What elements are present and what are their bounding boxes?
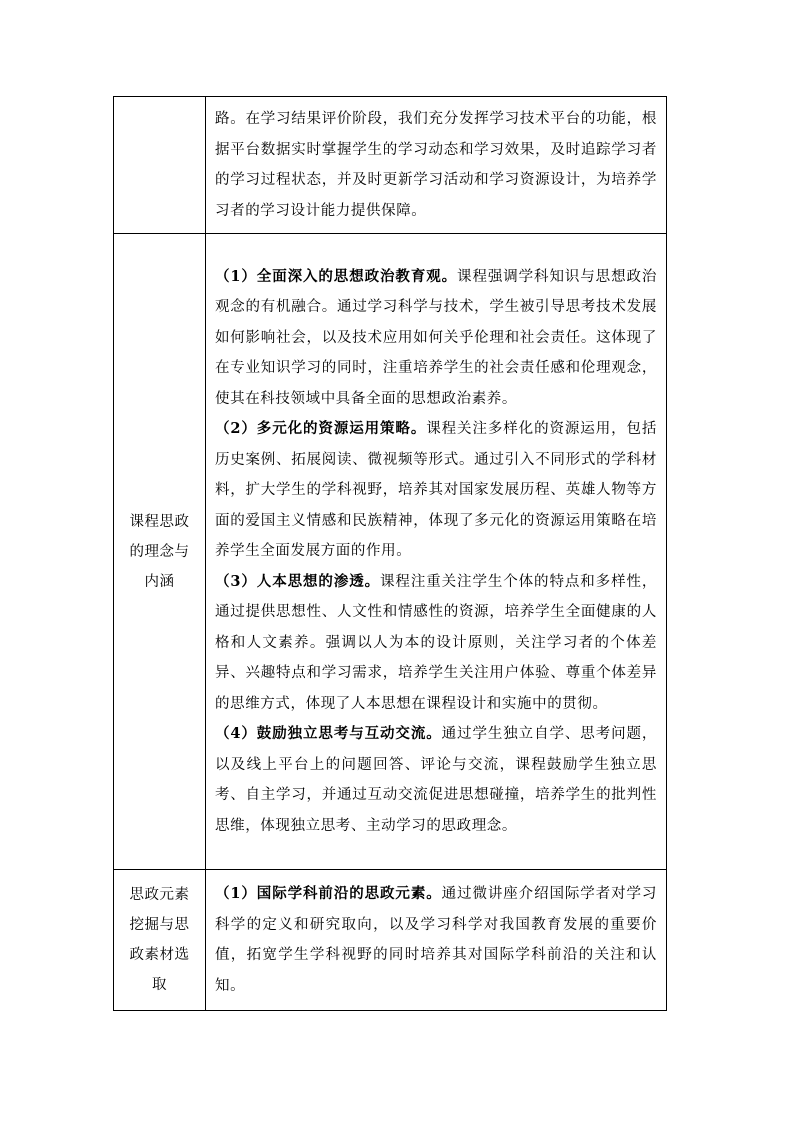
row-content-cell	[206, 870, 667, 1011]
paragraph-lead: （2）多元化的资源运用策略。	[215, 420, 427, 438]
row-content-cell	[206, 234, 667, 870]
paragraph	[215, 719, 657, 841]
paragraph	[215, 262, 657, 415]
paragraph-lead: （1）全面深入的思想政治教育观。	[215, 267, 458, 285]
paragraph-text: 课程关注多样化的资源运用，包括历史案例、拓展阅读、微视频等形式。通过引入不同形式的学科材料，扩大学生的学科视野，培养其对国家发展历程、英雄人物等方面的爱国主义情感和民族精神，体现了多元化的资源运用策略在培养学生全面发展方面的作用。	[215, 421, 657, 560]
content-table	[113, 96, 667, 1011]
paragraph	[215, 104, 657, 226]
row-label-cell	[114, 97, 206, 234]
table-row	[114, 234, 667, 870]
paragraph-text: 通过学生独立自学、思考问题，以及线上平台上的问题回答、评论与交流，课程鼓励学生独立思考、自主学习，并通过互动交流促进思想碰撞，培养学生的批判性思维，体现独立思考、主动学习的思政理念。	[215, 726, 658, 834]
paragraph	[215, 879, 657, 1001]
paragraph-text: 路。在学习结果评价阶段，我们充分发挥学习技术平台的功能，根据平台数据实时掌握学生的学习动态和学习效果，及时追踪学习者的学习过程状态，并及时更新学习活动和学习资源设计，为培养学习者的学习设计能力提供保障。	[215, 111, 657, 219]
paragraph-lead: （1）国际学科前沿的思政元素。	[215, 885, 442, 902]
paragraph-text: 通过微讲座介绍国际学者对学习科学的定义和研究取向，以及学习科学对我国教育发展的重要价值，拓宽学生学科视野的同时培养其对国际学科前沿的关注和认知。	[215, 886, 658, 994]
paragraph-text: 课程强调学科知识与思想政治观念的有机融合。通过学习科学与技术，学生被引导思考技术发展如何影响社会，以及技术应用如何关乎伦理和社会责任。这体现了在专业知识学习的同时，注重培养学生的社会责任感和伦理观念，使其在科技领域中具备全面的思想政治素养。	[215, 268, 657, 407]
table-row	[114, 870, 667, 1011]
row-label-cell: 课程思政的理念与内涵	[114, 234, 206, 870]
table-row	[114, 97, 667, 234]
row-content-cell	[206, 97, 667, 234]
paragraph-text: 课程注重关注学生个体的特点和多样性，通过提供思想性、人文性和情感性的资源，培养学生全面健康的人格和人文素养。强调以人为本的设计原则，关注学习者的个体差异、兴趣特点和学习需求，培养学生关注用户体验、尊重个体差异的思维方式，体现了人本思想在课程设计和实施中的贯彻。	[215, 573, 657, 712]
paragraph-lead: （3）人本思想的渗透。	[215, 572, 381, 590]
row-label-cell: 思政元素挖掘与思政素材选取	[114, 870, 206, 1011]
paragraph	[215, 567, 657, 720]
paragraph-lead: （4）鼓励独立思考与互动交流。	[215, 725, 442, 743]
paragraph	[215, 414, 657, 567]
